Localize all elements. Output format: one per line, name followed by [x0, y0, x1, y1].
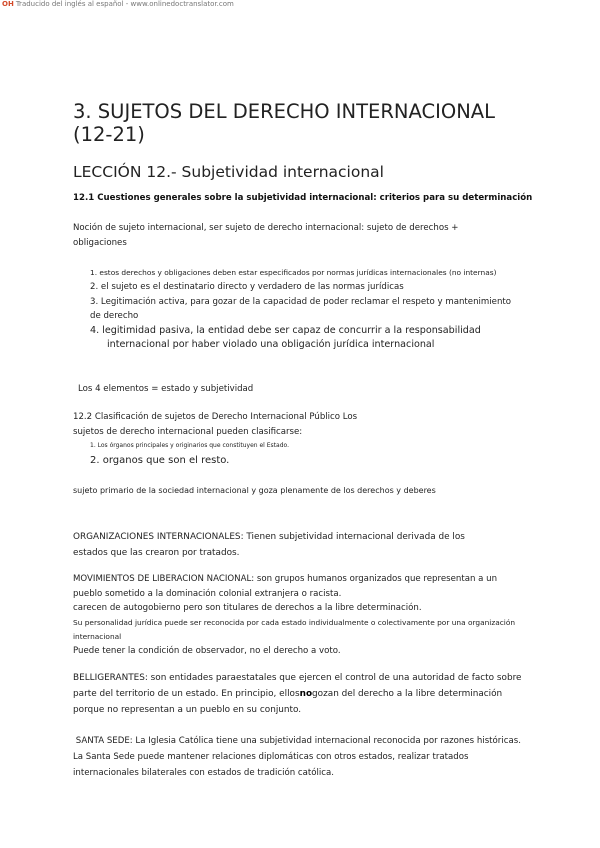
movements-label: MOVIMIENTOS DE LIBERACION NACIONAL	[73, 574, 252, 584]
movements-line-1: : son grupos humanos organizados que representan a un pueblo sometido a la dominación colonial extranjera o racista.	[73, 574, 498, 599]
criteria-item-4: 4. legitimidad pasiva, la entidad debe ser capaz de concurrir a la responsabilidad	[90, 324, 481, 336]
classification-item-1: 1. Los órganos principales y originarios que constituyen el Estado.	[90, 442, 289, 449]
movements-line-3: Su personalidad jurídica puede ser reconocida por cada estado individualmente o colectivamente por una organización internacional	[73, 617, 516, 641]
translator-banner-text[interactable]: Traducido del inglés al español - www.onlinedoctranslator.com	[15, 0, 234, 8]
holysee-text: : La Iglesia Católica tiene una subjetividad internacional reconocida por razones históricas. La Santa Sede puede mantener relaciones diplomáticas con otros estados, realizar tratados internacionales bilaterales con estados de tradición católica.	[73, 736, 521, 778]
movements-line-2: carecen de autogobierno pero son titulares de derechos a la libre determinación.	[73, 603, 422, 613]
translator-banner	[2, 0, 234, 8]
summary-line: Los 4 elementos = estado y subjetividad	[78, 384, 254, 394]
classification-item-2: 2. organos que son el resto.	[90, 455, 230, 466]
movements-line-4: Puede tener la condición de observador, no el derecho a voto.	[73, 645, 341, 656]
notion-paragraph: Noción de sujeto internacional, ser sujeto de derecho internacional: sujeto de derechos + obligaciones	[73, 223, 459, 248]
movements-paragraph	[73, 572, 523, 658]
holysee-paragraph	[73, 733, 533, 781]
orgs-label: ORGANIZACIONES INTERNACIONALES	[73, 532, 241, 542]
section-subheading: 12.1 Cuestiones generales sobre la subjetividad internacional: criterios para su determinación	[73, 193, 533, 203]
belligerents-text-2: gozan del derecho a la libre determinación porque no representan a un pueblo en su conjunto.	[73, 689, 503, 715]
primary-subject-line: sujeto primario de la sociedad internacional y goza plenamente de los derechos y deberes	[73, 486, 436, 495]
criteria-item-4-continued: internacional por haber violado una obligación jurídica internacional	[107, 339, 435, 350]
belligerents-label: BELLIGERANTES	[73, 673, 145, 683]
orgs-text: : Tienen subjetividad internacional derivada de los estados que las crearon por tratados.	[73, 532, 465, 558]
criteria-list	[90, 266, 520, 353]
criteria-item-3: 3. Legitimación activa, para gozar de la capacidad de poder reclamar el respeto y mantenimiento de derecho	[90, 296, 512, 321]
criteria-item-1: 1. estos derechos y obligaciones deben estar especificados por normas jurídicas internacionales (no internas)	[90, 268, 497, 277]
belligerents-text-1: : son entidades paraestatales que ejercen el control de una autoridad de facto sobre parte del territorio de un estado. En principio, ellos	[73, 673, 522, 699]
belligerents-paragraph	[73, 670, 533, 718]
translator-logo-icon: OH	[2, 0, 14, 8]
lesson-heading: LECCIÓN 12.- Subjetividad internacional	[73, 163, 384, 181]
belligerents-no: no	[299, 689, 313, 699]
holysee-label: SANTA SEDE	[75, 736, 130, 746]
page-title: 3. SUJETOS DEL DERECHO INTERNACIONAL (12-21)	[73, 100, 496, 146]
classification-intro: 12.2 Clasificación de sujetos de Derecho Internacional Público Los sujetos de derecho internacional pueden clasificarse:	[73, 412, 358, 437]
criteria-item-2: 2. el sujeto es el destinatario directo y verdadero de las normas jurídicas	[90, 282, 404, 292]
orgs-paragraph	[73, 529, 493, 561]
